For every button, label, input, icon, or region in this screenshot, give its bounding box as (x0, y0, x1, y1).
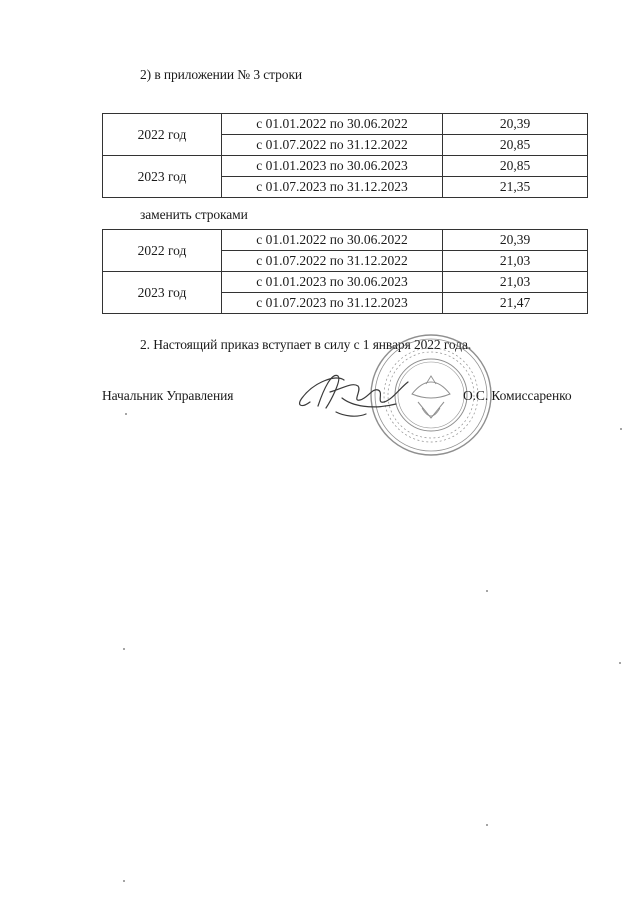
handwritten-signature (292, 362, 422, 424)
period-cell: с 01.07.2023 по 31.12.2023 (222, 293, 443, 314)
scan-speck (486, 824, 488, 826)
scan-speck (486, 590, 488, 592)
value-cell: 21,35 (443, 177, 588, 198)
intro-line: 2) в приложении № 3 строки (140, 67, 303, 82)
value-cell: 21,47 (443, 293, 588, 314)
scan-speck (620, 428, 622, 430)
period-cell: с 01.01.2023 по 30.06.2023 (222, 272, 443, 293)
value-cell: 20,39 (443, 114, 588, 135)
table-row (103, 230, 588, 251)
value-cell: 20,85 (443, 135, 588, 156)
year-cell: 2022 год (103, 230, 222, 272)
scan-speck (619, 662, 621, 664)
effective-clause: 2. Настоящий приказ вступает в силу с 1 января 2022 года. (140, 337, 472, 352)
scan-speck (123, 648, 125, 650)
new-rows-table (102, 229, 588, 314)
period-cell: с 01.01.2022 по 30.06.2022 (222, 114, 443, 135)
table-row (103, 114, 588, 135)
value-cell: 21,03 (443, 251, 588, 272)
period-cell: с 01.07.2022 по 31.12.2022 (222, 135, 443, 156)
scan-speck (123, 880, 125, 882)
period-cell: с 01.07.2023 по 31.12.2023 (222, 177, 443, 198)
year-cell: 2023 год (103, 272, 222, 314)
signatory-name: О.С. Комиссаренко (463, 388, 572, 403)
value-cell: 21,03 (443, 272, 588, 293)
period-cell: с 01.01.2023 по 30.06.2023 (222, 156, 443, 177)
year-cell: 2023 год (103, 156, 222, 198)
year-cell: 2022 год (103, 114, 222, 156)
old-rows-table (102, 113, 588, 198)
table-row (103, 272, 588, 293)
period-cell: с 01.01.2022 по 30.06.2022 (222, 230, 443, 251)
replace-with-line: заменить строками (140, 207, 248, 222)
scan-speck (125, 413, 127, 415)
value-cell: 20,39 (443, 230, 588, 251)
period-cell: с 01.07.2022 по 31.12.2022 (222, 251, 443, 272)
signatory-position: Начальник Управления (102, 388, 234, 403)
table-row (103, 156, 588, 177)
value-cell: 20,85 (443, 156, 588, 177)
